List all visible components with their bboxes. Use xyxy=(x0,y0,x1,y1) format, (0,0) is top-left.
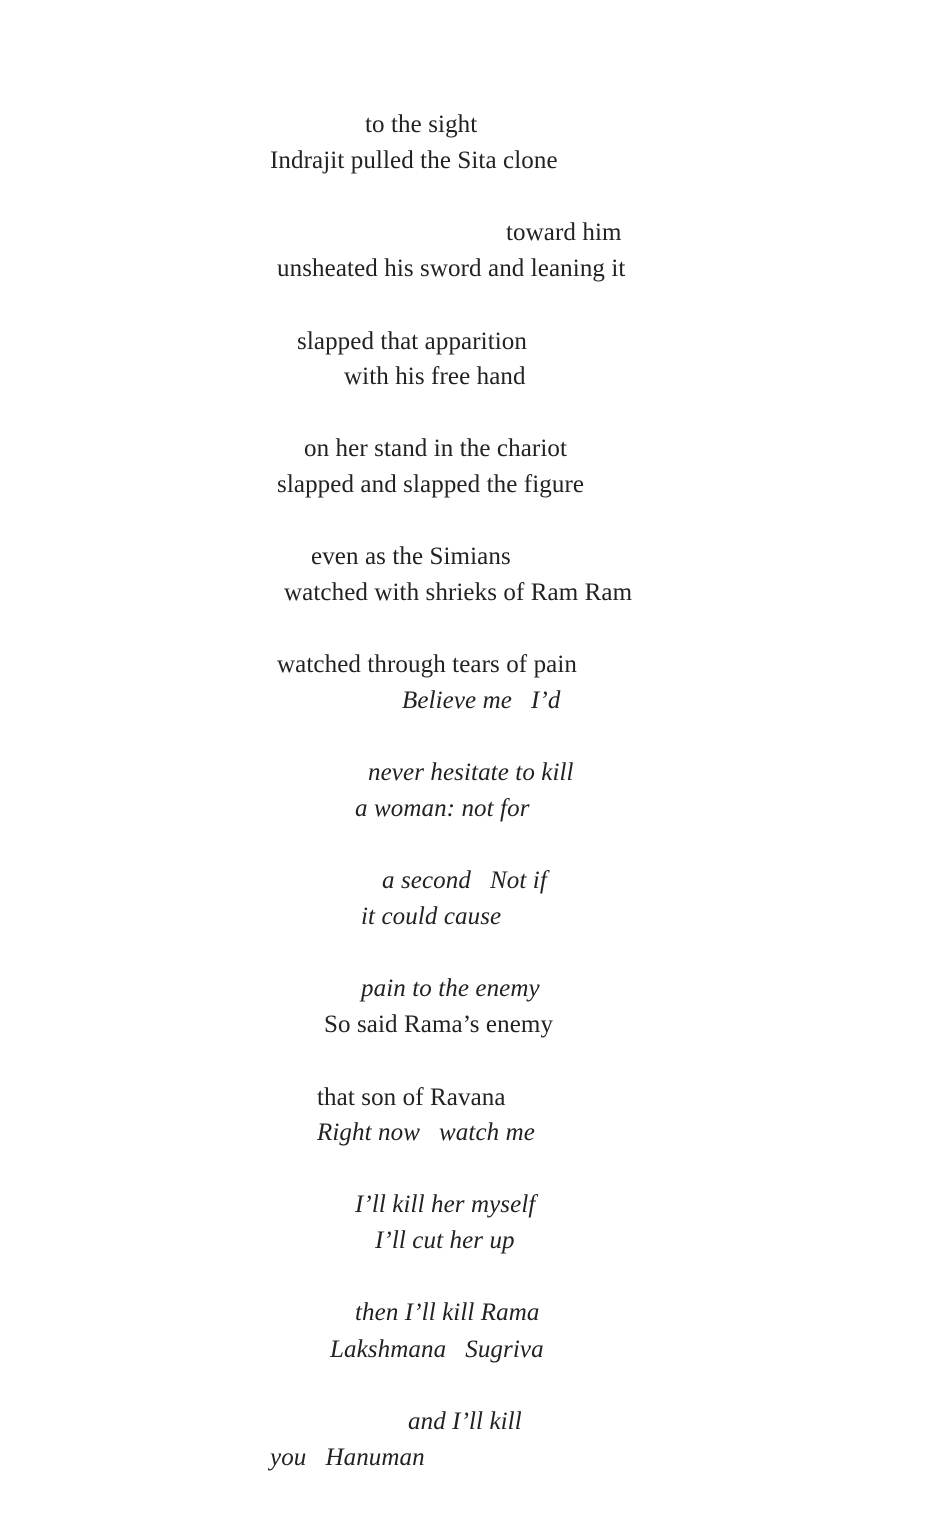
poem-line: I’ll kill her myself xyxy=(355,1191,536,1218)
poem-line: I’ll cut her up xyxy=(375,1227,515,1254)
poem-line: toward him xyxy=(506,219,622,246)
poem-line: to the sight xyxy=(365,111,478,138)
poem-line: with his free hand xyxy=(344,363,526,390)
poem-line: unsheated his sword and leaning it xyxy=(277,255,626,282)
poem-line: on her stand in the chariot xyxy=(304,435,568,462)
poem-line: Believe me I’d xyxy=(402,687,561,714)
poem-line: never hesitate to kill xyxy=(368,759,574,786)
poem-line: that son of Ravana xyxy=(317,1084,506,1111)
poem-line: Right now watch me xyxy=(317,1119,535,1146)
poem-line: it could cause xyxy=(361,903,502,930)
poem-line: Indrajit pulled the Sita clone xyxy=(270,147,558,174)
poem-line: So said Rama’s enemy xyxy=(324,1011,554,1038)
poem-line: then I’ll kill Rama xyxy=(355,1299,540,1326)
poem-line: Lakshmana Sugriva xyxy=(330,1336,544,1363)
poem-line: you Hanuman xyxy=(270,1444,425,1471)
poem-line: a second Not if xyxy=(382,867,547,894)
poem-line: pain to the enemy xyxy=(361,975,540,1002)
poem-line: slapped and slapped the figure xyxy=(277,471,585,498)
poem-line: watched through tears of pain xyxy=(277,651,578,678)
poem-line: and I’ll kill xyxy=(408,1408,522,1435)
poem-line: watched with shrieks of Ram Ram xyxy=(284,579,633,606)
poem-line: slapped that apparition xyxy=(297,328,528,355)
poem-line: even as the Simians xyxy=(311,543,511,570)
poem-line: a woman: not for xyxy=(355,795,530,822)
